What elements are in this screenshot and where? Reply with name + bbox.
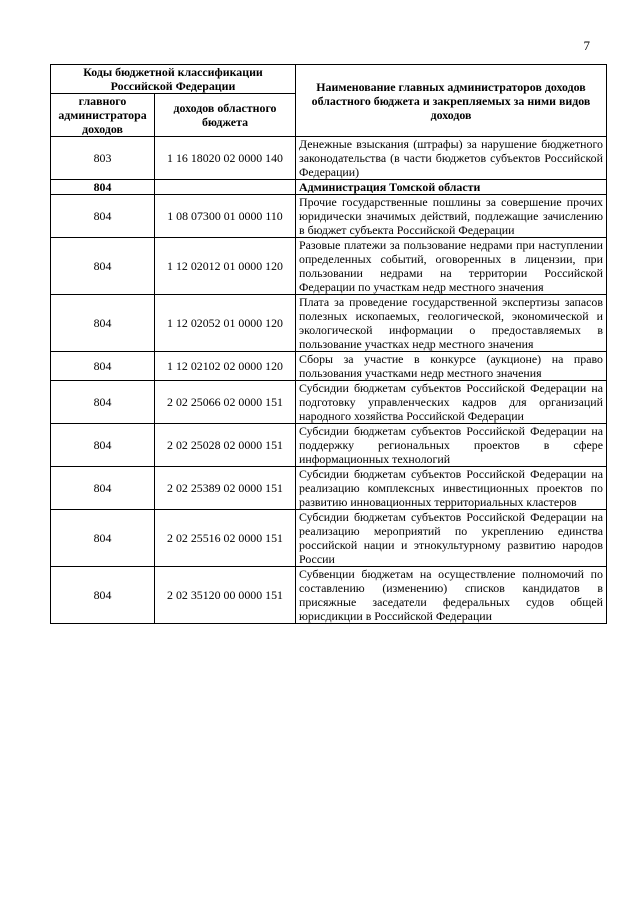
admin-code-cell: 804 bbox=[51, 195, 155, 238]
admin-code-cell: 804 bbox=[51, 381, 155, 424]
header-codes-group: Коды бюджетной классификации Российской Федерации bbox=[51, 65, 296, 94]
income-code-cell: 1 12 02052 01 0000 120 bbox=[155, 295, 296, 352]
table-row bbox=[51, 467, 607, 510]
page-number: 7 bbox=[583, 38, 590, 53]
income-code-cell bbox=[155, 180, 296, 195]
income-name-cell: Сборы за участие в конкурсе (аукционе) на право пользования участками недр местного значения bbox=[296, 352, 607, 381]
table-row bbox=[51, 567, 607, 624]
admin-code-cell: 804 bbox=[51, 295, 155, 352]
income-code-cell: 1 12 02102 02 0000 120 bbox=[155, 352, 296, 381]
header-name-column: Наименование главных администраторов доходов областного бюджета и закрепляемых за ними видов доходов bbox=[296, 65, 607, 137]
table-row bbox=[51, 510, 607, 567]
admin-code-cell: 804 bbox=[51, 238, 155, 295]
income-code-cell: 1 12 02012 01 0000 120 bbox=[155, 238, 296, 295]
income-code-cell: 2 02 25516 02 0000 151 bbox=[155, 510, 296, 567]
income-name-cell: Разовые платежи за пользование недрами при наступлении определенных событий, оговоренных в лицензии, при пользовании недрами на территории Российской Федерации по участкам недр местного значения bbox=[296, 238, 607, 295]
admin-code-cell: 804 bbox=[51, 352, 155, 381]
table-row bbox=[51, 381, 607, 424]
income-name-cell: Прочие государственные пошлины за совершение прочих юридически значимых действий, подлежащие зачислению в бюджет субъекта Российской Федерации bbox=[296, 195, 607, 238]
admin-code-cell: 804 bbox=[51, 424, 155, 467]
income-code-cell: 2 02 25389 02 0000 151 bbox=[155, 467, 296, 510]
income-code-cell: 1 16 18020 02 0000 140 bbox=[155, 137, 296, 180]
admin-code-cell: 804 bbox=[51, 510, 155, 567]
table-section-row bbox=[51, 180, 607, 195]
table-row bbox=[51, 238, 607, 295]
income-code-cell: 2 02 35120 00 0000 151 bbox=[155, 567, 296, 624]
budget-classification-table bbox=[50, 64, 607, 624]
table-row bbox=[51, 424, 607, 467]
income-name-cell: Субсидии бюджетам субъектов Российской Федерации на реализацию мероприятий по укреплению единства российской нации и этнокультурному развитию народов России bbox=[296, 510, 607, 567]
table-row bbox=[51, 137, 607, 180]
header-income-column: доходов областного бюджета bbox=[155, 94, 296, 137]
income-code-cell: 1 08 07300 01 0000 110 bbox=[155, 195, 296, 238]
table-body bbox=[51, 137, 607, 624]
income-name-cell: Администрация Томской области bbox=[296, 180, 607, 195]
income-code-cell: 2 02 25028 02 0000 151 bbox=[155, 424, 296, 467]
income-name-cell: Субсидии бюджетам субъектов Российской Федерации на поддержку региональных проектов в сфере информационных технологий bbox=[296, 424, 607, 467]
income-name-cell: Субвенции бюджетам на осуществление полномочий по составлению (изменению) списков кандидатов в присяжные заседатели федеральных судов общей юрисдикции в Российской Федерации bbox=[296, 567, 607, 624]
income-name-cell: Субсидии бюджетам субъектов Российской Федерации на реализацию комплексных инвестиционных проектов по развитию инновационных территориальных кластеров bbox=[296, 467, 607, 510]
income-code-cell: 2 02 25066 02 0000 151 bbox=[155, 381, 296, 424]
table-row bbox=[51, 195, 607, 238]
admin-code-cell: 804 bbox=[51, 567, 155, 624]
header-admin-column: главного администратора доходов bbox=[51, 94, 155, 137]
table-row bbox=[51, 295, 607, 352]
income-name-cell: Плата за проведение государственной экспертизы запасов полезных ископаемых, геологической, экономической и экологической информации о предоставляемых в пользование участках недр местного значения bbox=[296, 295, 607, 352]
income-name-cell: Денежные взыскания (штрафы) за нарушение бюджетного законодательства (в части бюджетов субъектов Российской Федерации) bbox=[296, 137, 607, 180]
table-row bbox=[51, 352, 607, 381]
admin-code-cell: 803 bbox=[51, 137, 155, 180]
admin-code-cell: 804 bbox=[51, 467, 155, 510]
admin-code-cell: 804 bbox=[51, 180, 155, 195]
income-name-cell: Субсидии бюджетам субъектов Российской Федерации на подготовку управленческих кадров для организаций народного хозяйства Российской Федерации bbox=[296, 381, 607, 424]
